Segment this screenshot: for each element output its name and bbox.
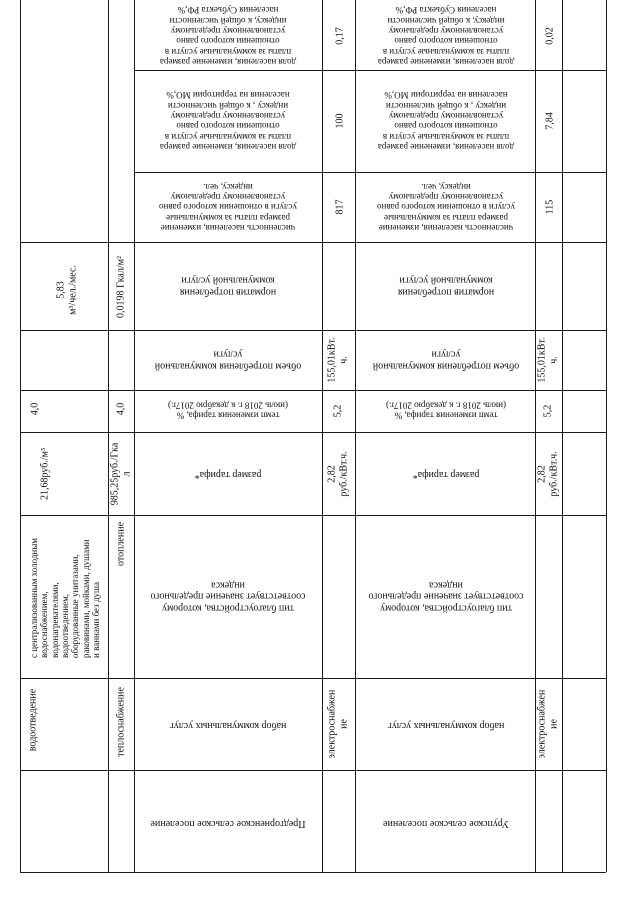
- service-set-header: набор коммунальных услуг: [169, 719, 287, 731]
- tariff-size-header: размер тарифа*: [412, 468, 480, 480]
- electric-supply-label: электроснабжен ие: [326, 689, 349, 759]
- population-change-header: численность населения, изменение размера платы за коммунальные услуги в отношении которого равно установленному предельному индексу, чел.: [159, 181, 297, 233]
- grid-line: [606, 0, 607, 872]
- population-value: 817: [334, 199, 346, 215]
- improvement-type-header: тип благоустройства, которому соответствует значение предельного индекса: [368, 579, 524, 614]
- share-rf-value: 0,17: [334, 27, 346, 45]
- share-mo-value: 7,84: [544, 112, 556, 130]
- electric-rate: 5,2: [542, 404, 554, 418]
- grid-line: [20, 0, 21, 872]
- share-mo-header: доля населения, изменение размера платы за коммунальные услуги в отношении которого равно установленному предельному индексу , к общей численности населения на территории МО,%: [159, 90, 297, 153]
- population-change-header: численность населения, изменение размера платы за коммунальные услуги в отношении которого равно установленному предельному индексу, чел.: [377, 181, 515, 233]
- grid-line: [20, 770, 606, 771]
- improvement-type-header: тип благоустройства, которому соответствует значение предельного индекса: [150, 579, 306, 614]
- heat-norm: 0,0198 Гкал/м²: [115, 255, 127, 319]
- grid-line: [20, 872, 606, 873]
- tariff-size-header: размер тарифа*: [194, 468, 262, 480]
- consumption-header: объем потребления коммунальной услуги: [154, 349, 302, 372]
- electric-rate: 5,2: [332, 404, 344, 418]
- grid-line: [322, 0, 323, 872]
- grid-line: [108, 0, 109, 872]
- settlement-name: Предгорненское сельское поселение: [150, 817, 306, 829]
- electric-supply-label: электроснабжен ие: [536, 689, 559, 759]
- heat-description: отопление: [115, 521, 127, 567]
- grid-line: [20, 432, 606, 433]
- heat-supply-label: теплоснабжение: [115, 687, 127, 757]
- heat-tariff: 985,25руб./Гка л: [109, 442, 132, 506]
- water-drain-rate: 4,0: [29, 402, 41, 416]
- share-rf-header: доля населения, изменение размера платы за коммунальные услуги в отношении которого равно установленному предельному индексу, к общей численности населения Субъекта РФ,%: [377, 5, 515, 68]
- water-drain-norm: 5,83 м³/чел./мес.: [55, 265, 78, 315]
- water-drain-description: с централизованным холодным водоснабжением, водонагревателями, водоотведением, оборудованные унитазами, раковинами, мойками, душами и ваннами без душа: [28, 538, 101, 658]
- electric-tariff: 2,82 руб./кВт.ч.: [326, 451, 349, 497]
- service-set-header: набор коммунальных услуг: [387, 719, 505, 731]
- grid-line: [20, 678, 606, 679]
- heat-rate: 4,0: [115, 402, 127, 416]
- population-value: 115: [544, 199, 556, 215]
- electric-tariff: 2,82 руб./кВт.ч.: [536, 451, 559, 497]
- electric-consumption: 155,01кВт. ч.: [536, 337, 559, 383]
- grid-line: [355, 0, 356, 872]
- grid-line: [20, 330, 606, 331]
- tariff-change-header: темп изменения тарифа, % (июль 2018 г. к декабрю 2017г.): [168, 400, 288, 421]
- norm-header: норматив потребления коммунальной услуги: [179, 275, 277, 298]
- tariff-change-header: темп изменения тарифа, % (июль 2018 г. к декабрю 2017г.): [386, 400, 506, 421]
- water-drain-tariff: 21,68руб./м³: [39, 448, 51, 500]
- grid-line: [562, 0, 563, 872]
- grid-line: [20, 390, 606, 391]
- settlement-name: Урупское сельское поселение: [383, 817, 509, 829]
- water-drain-label: водоотведение: [27, 688, 39, 752]
- share-rf-header: доля населения, изменение размера платы за коммунальные услуги в отношении которого равно установленному предельному индексу, к общей численности населения Субъекта РФ,%: [159, 5, 297, 68]
- grid-line: [134, 172, 606, 173]
- electric-consumption: 155,01кВт. ч.: [326, 337, 349, 383]
- norm-header: норматив потребления коммунальной услуги: [397, 275, 495, 298]
- consumption-header: объем потребления коммунальной услуги: [372, 349, 520, 372]
- share-mo-value: 100: [334, 113, 346, 129]
- grid-line: [20, 515, 606, 516]
- grid-line: [134, 0, 135, 872]
- grid-line: [134, 70, 606, 71]
- share-rf-value: 0,02: [544, 27, 556, 45]
- share-mo-header: доля населения, изменение размера платы за коммунальные услуги в отношении которого равно установленному предельному индексу , к общей численности населения на территории МО,%: [377, 90, 515, 153]
- grid-line: [20, 242, 606, 243]
